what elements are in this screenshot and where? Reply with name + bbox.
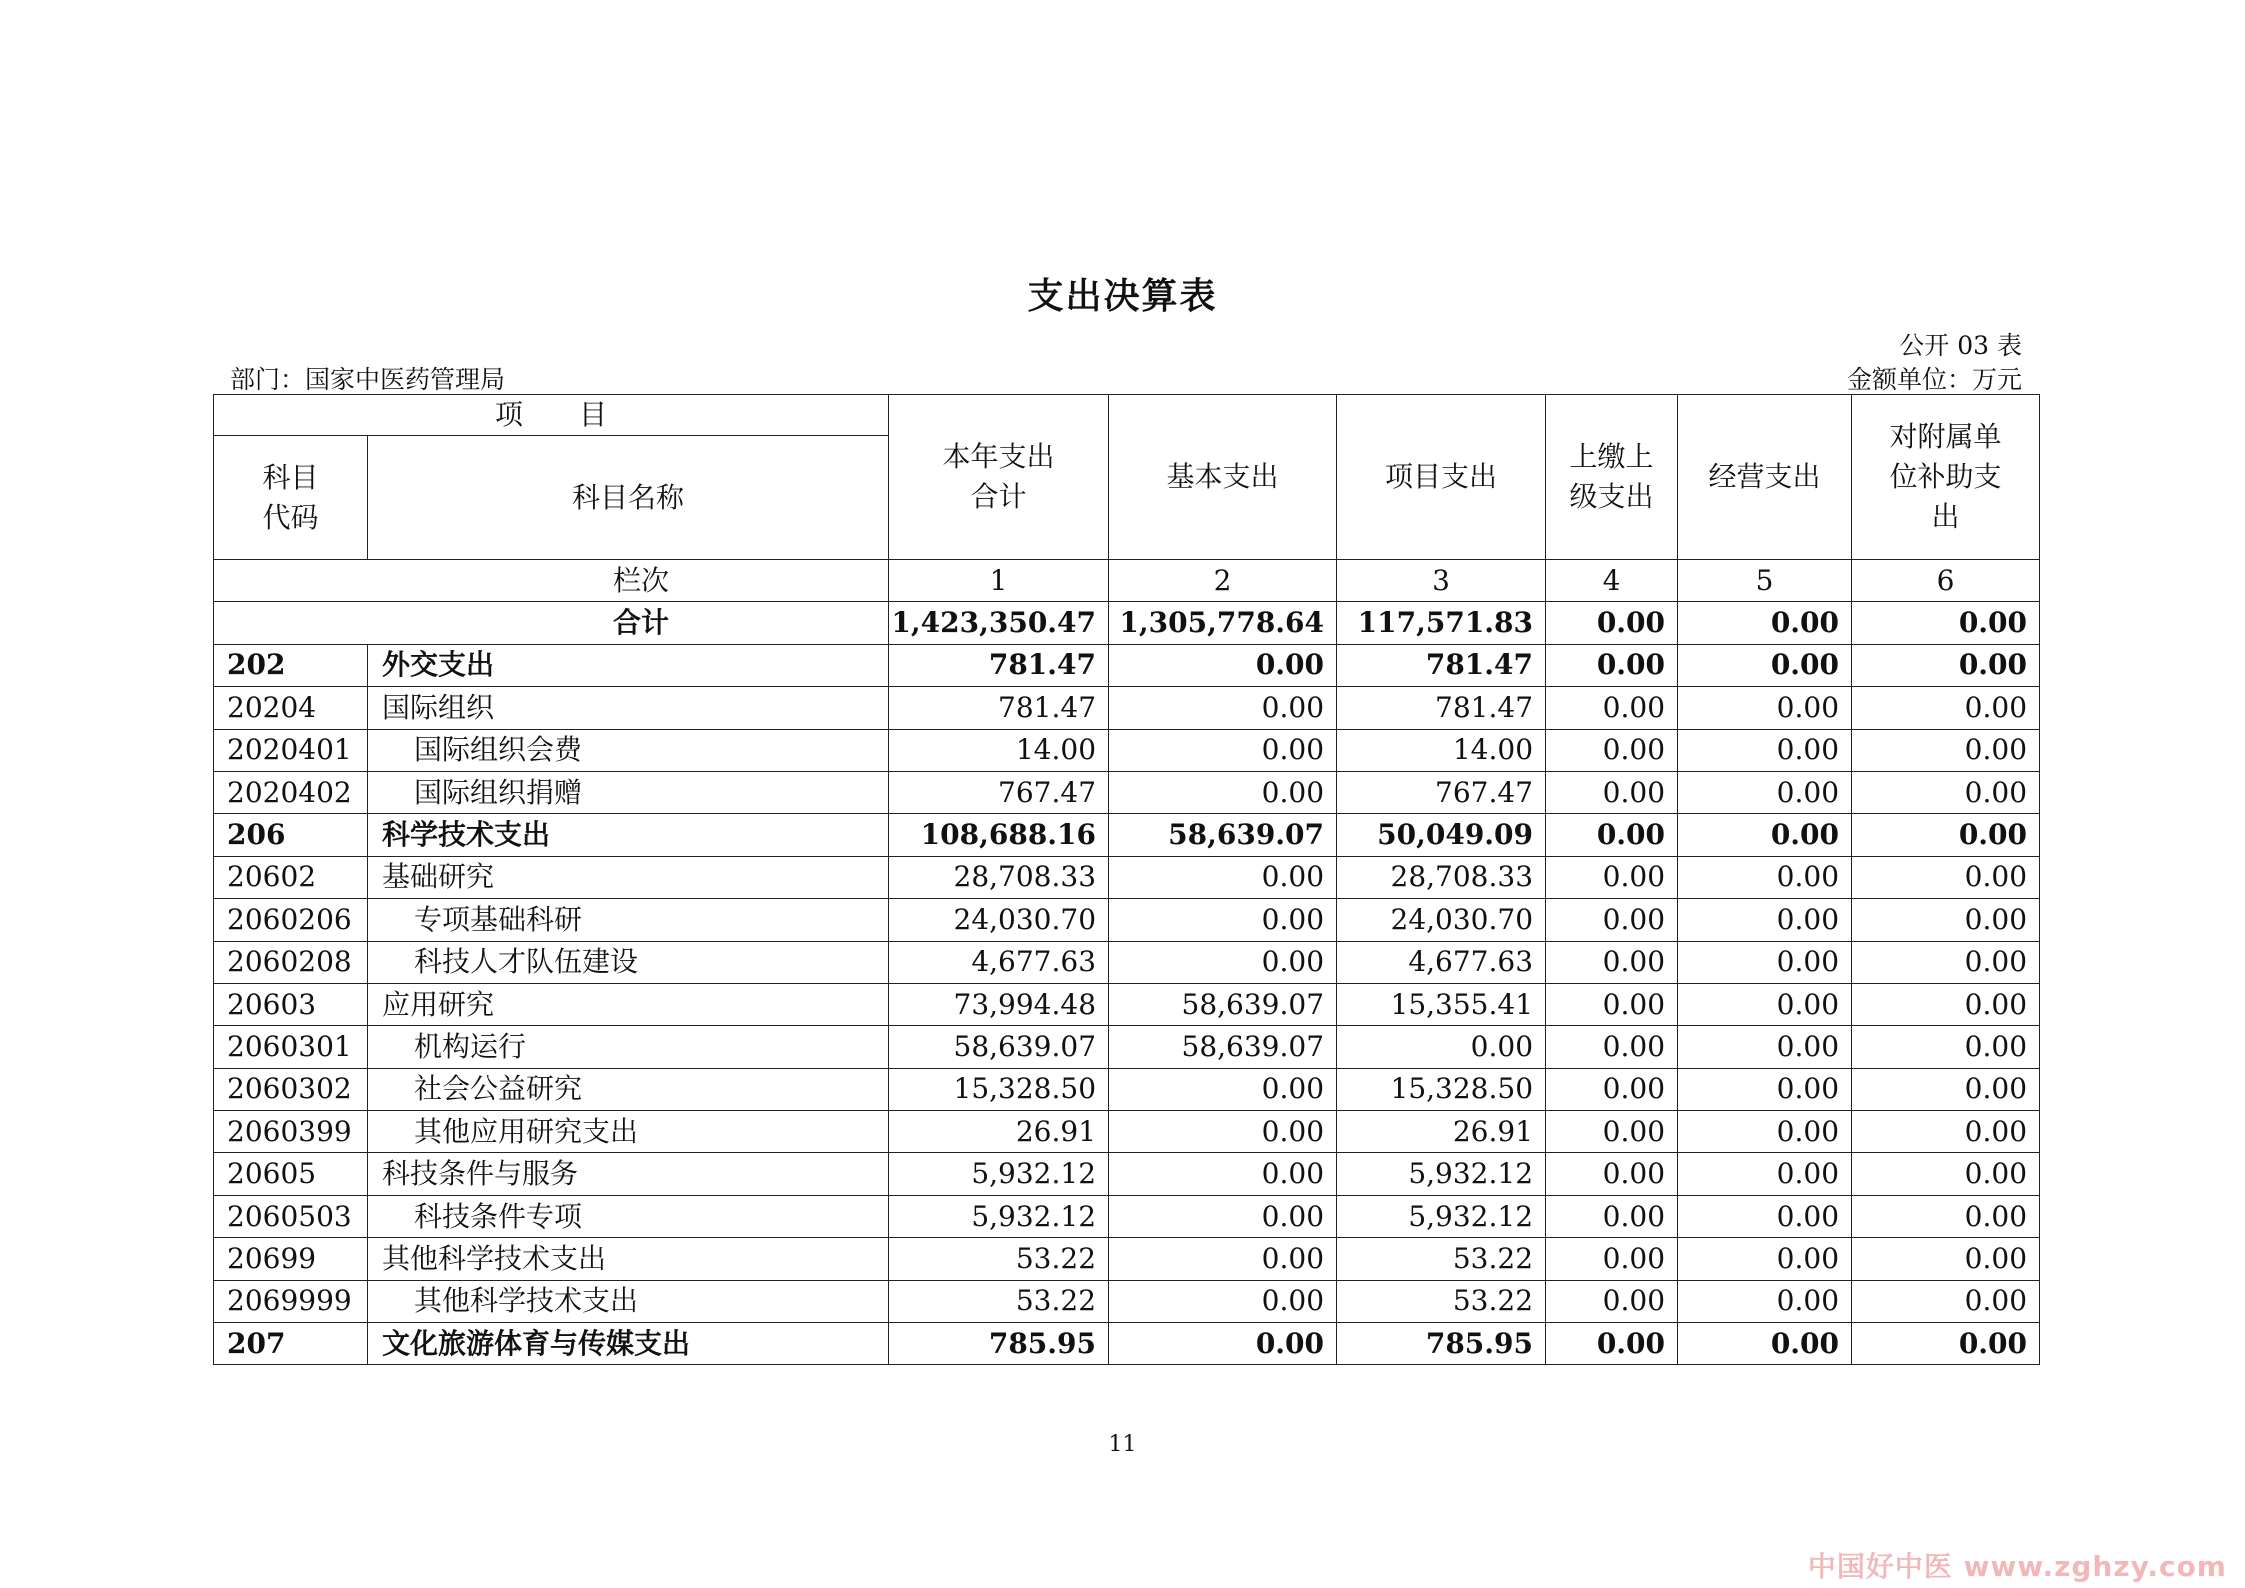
amount-cell: 5,932.12 xyxy=(889,1195,1109,1237)
table-row xyxy=(214,814,2040,856)
watermark-logo: 中国好中医 www.zghzy.com xyxy=(1807,1550,2227,1583)
amount-cell: 0.00 xyxy=(1546,687,1678,729)
header-project: 项 目 xyxy=(214,395,889,436)
subject-name: 应用研究 xyxy=(368,983,889,1025)
header-col1: 本年支出 合计 xyxy=(889,395,1109,560)
subject-name: 国际组织捐赠 xyxy=(368,771,889,813)
amount-cell: 0.00 xyxy=(1678,983,1852,1025)
amount-cell: 0.00 xyxy=(1546,1195,1678,1237)
amount-cell: 0.00 xyxy=(1678,856,1852,898)
subject-code: 20603 xyxy=(214,983,368,1025)
amount-cell: 24,030.70 xyxy=(889,899,1109,941)
subject-name: 科技条件专项 xyxy=(368,1195,889,1237)
table-row xyxy=(214,899,2040,941)
column-index-label: 栏次 xyxy=(214,560,889,602)
amount-cell: 15,328.50 xyxy=(889,1068,1109,1110)
amount-cell: 0.00 xyxy=(1678,1111,1852,1153)
header-col3: 项目支出 xyxy=(1337,395,1546,560)
amount-cell: 0.00 xyxy=(1852,941,2040,983)
amount-cell: 0.00 xyxy=(1852,983,2040,1025)
subject-code: 2060206 xyxy=(214,899,368,941)
amount-cell: 0.00 xyxy=(1852,899,2040,941)
amount-cell: 0.00 xyxy=(1109,1238,1337,1280)
amount-cell: 0.00 xyxy=(1678,729,1852,771)
amount-cell: 5,932.12 xyxy=(889,1153,1109,1195)
amount-cell: 0.00 xyxy=(1678,771,1852,813)
amount-cell: 0.00 xyxy=(1852,814,2040,856)
amount-cell: 0.00 xyxy=(1546,771,1678,813)
amount-cell: 0.00 xyxy=(1852,771,2040,813)
page-number: 11 xyxy=(1108,1432,1137,1457)
amount-cell: 0.00 xyxy=(1678,1068,1852,1110)
amount-cell: 0.00 xyxy=(1852,1026,2040,1068)
subject-name: 其他科学技术支出 xyxy=(368,1280,889,1322)
header-name: 科目名称 xyxy=(368,436,889,560)
amount-cell: 0.00 xyxy=(1109,687,1337,729)
table-row xyxy=(214,1111,2040,1153)
amount-cell: 0.00 xyxy=(1852,1195,2040,1237)
total-row xyxy=(214,602,2040,644)
subject-name: 机构运行 xyxy=(368,1026,889,1068)
column-number: 6 xyxy=(1852,560,2040,602)
amount-cell: 785.95 xyxy=(1337,1323,1546,1365)
amount-cell: 0.00 xyxy=(1678,1280,1852,1322)
subject-code: 2060503 xyxy=(214,1195,368,1237)
table-row xyxy=(214,1238,2040,1280)
header-col2: 基本支出 xyxy=(1109,395,1337,560)
amount-unit: 金额单位：万元 xyxy=(1846,365,2022,394)
expenditure-table xyxy=(213,394,2040,1365)
amount-cell: 24,030.70 xyxy=(1337,899,1546,941)
subject-name: 专项基础科研 xyxy=(368,899,889,941)
amount-cell: 28,708.33 xyxy=(1337,856,1546,898)
amount-cell: 58,639.07 xyxy=(1109,983,1337,1025)
amount-cell: 0.00 xyxy=(1852,729,2040,771)
subject-code: 20602 xyxy=(214,856,368,898)
amount-cell: 0.00 xyxy=(1546,899,1678,941)
amount-cell: 4,677.63 xyxy=(1337,941,1546,983)
form-number: 公开 03 表 xyxy=(1899,331,2022,360)
table-row xyxy=(214,1026,2040,1068)
table-row xyxy=(214,983,2040,1025)
subject-code: 2060301 xyxy=(214,1026,368,1068)
subject-code: 2020401 xyxy=(214,729,368,771)
amount-cell: 0.00 xyxy=(1109,899,1337,941)
table-row xyxy=(214,1153,2040,1195)
subject-name: 基础研究 xyxy=(368,856,889,898)
amount-cell: 0.00 xyxy=(1109,1280,1337,1322)
table-row xyxy=(214,1068,2040,1110)
subject-code: 20699 xyxy=(214,1238,368,1280)
table-row xyxy=(214,771,2040,813)
subject-name: 国际组织 xyxy=(368,687,889,729)
subject-code: 2069999 xyxy=(214,1280,368,1322)
amount-cell: 0.00 xyxy=(1546,856,1678,898)
table-row xyxy=(214,856,2040,898)
column-number: 5 xyxy=(1678,560,1852,602)
amount-cell: 73,994.48 xyxy=(889,983,1109,1025)
table-row xyxy=(214,1195,2040,1237)
subject-code: 202 xyxy=(214,644,368,686)
amount-cell: 0.00 xyxy=(1546,1323,1678,1365)
amount-cell: 785.95 xyxy=(889,1323,1109,1365)
amount-cell: 14.00 xyxy=(1337,729,1546,771)
amount-cell: 0.00 xyxy=(1546,1238,1678,1280)
amount-cell: 0.00 xyxy=(1678,899,1852,941)
amount-cell: 0.00 xyxy=(1546,1068,1678,1110)
amount-cell: 0.00 xyxy=(1546,644,1678,686)
amount-cell: 0.00 xyxy=(1109,1323,1337,1365)
column-number: 1 xyxy=(889,560,1109,602)
amount-cell: 0.00 xyxy=(1546,983,1678,1025)
subject-name: 国际组织会费 xyxy=(368,729,889,771)
amount-cell: 0.00 xyxy=(1546,1280,1678,1322)
amount-cell: 0.00 xyxy=(1109,941,1337,983)
amount-cell: 0.00 xyxy=(1678,1195,1852,1237)
subject-name: 科技条件与服务 xyxy=(368,1153,889,1195)
subject-code: 2060302 xyxy=(214,1068,368,1110)
amount-cell: 0.00 xyxy=(1678,814,1852,856)
amount-cell: 53.22 xyxy=(889,1280,1109,1322)
amount-cell: 0.00 xyxy=(1109,1153,1337,1195)
subject-code: 20204 xyxy=(214,687,368,729)
amount-cell: 0.00 xyxy=(1546,814,1678,856)
subject-name: 文化旅游体育与传媒支出 xyxy=(368,1323,889,1365)
amount-cell: 0.00 xyxy=(1109,856,1337,898)
table-row xyxy=(214,1280,2040,1322)
amount-cell: 0.00 xyxy=(1109,1195,1337,1237)
amount-cell: 0.00 xyxy=(1852,856,2040,898)
subject-name: 科学技术支出 xyxy=(368,814,889,856)
amount-cell: 781.47 xyxy=(889,644,1109,686)
column-number: 3 xyxy=(1337,560,1546,602)
amount-cell: 781.47 xyxy=(889,687,1109,729)
amount-cell: 0.00 xyxy=(1109,729,1337,771)
subject-code: 20605 xyxy=(214,1153,368,1195)
table-row xyxy=(214,687,2040,729)
subject-code: 206 xyxy=(214,814,368,856)
amount-cell: 15,355.41 xyxy=(1337,983,1546,1025)
amount-cell: 0.00 xyxy=(1678,644,1852,686)
amount-cell: 0.00 xyxy=(1546,729,1678,771)
department-label: 部门：国家中医药管理局 xyxy=(230,365,506,394)
subject-code: 207 xyxy=(214,1323,368,1365)
amount-cell: 767.47 xyxy=(889,771,1109,813)
table-row xyxy=(214,729,2040,771)
table-row xyxy=(214,1323,2040,1365)
amount-cell: 0.00 xyxy=(1852,1323,2040,1365)
amount-cell: 5,932.12 xyxy=(1337,1153,1546,1195)
amount-cell: 53.22 xyxy=(889,1238,1109,1280)
total-value: 1,305,778.64 xyxy=(1109,602,1337,644)
amount-cell: 0.00 xyxy=(1852,1153,2040,1195)
subject-code: 2060208 xyxy=(214,941,368,983)
amount-cell: 58,639.07 xyxy=(889,1026,1109,1068)
total-value: 117,571.83 xyxy=(1337,602,1546,644)
page-title: 支出决算表 xyxy=(1027,275,1218,317)
amount-cell: 0.00 xyxy=(1546,941,1678,983)
amount-cell: 26.91 xyxy=(1337,1111,1546,1153)
subject-name: 社会公益研究 xyxy=(368,1068,889,1110)
amount-cell: 0.00 xyxy=(1337,1026,1546,1068)
amount-cell: 15,328.50 xyxy=(1337,1068,1546,1110)
amount-cell: 28,708.33 xyxy=(889,856,1109,898)
amount-cell: 26.91 xyxy=(889,1111,1109,1153)
column-number: 2 xyxy=(1109,560,1337,602)
amount-cell: 5,932.12 xyxy=(1337,1195,1546,1237)
subject-code: 2060399 xyxy=(214,1111,368,1153)
total-value: 0.00 xyxy=(1546,602,1678,644)
amount-cell: 0.00 xyxy=(1852,1111,2040,1153)
amount-cell: 0.00 xyxy=(1546,1153,1678,1195)
amount-cell: 767.47 xyxy=(1337,771,1546,813)
header-col6: 对附属单 位补助支 出 xyxy=(1852,395,2040,560)
header-col5: 经营支出 xyxy=(1678,395,1852,560)
amount-cell: 0.00 xyxy=(1678,1323,1852,1365)
header-col4: 上缴上 级支出 xyxy=(1546,395,1678,560)
amount-cell: 0.00 xyxy=(1852,1280,2040,1322)
amount-cell: 0.00 xyxy=(1852,644,2040,686)
amount-cell: 0.00 xyxy=(1852,1238,2040,1280)
amount-cell: 0.00 xyxy=(1546,1026,1678,1068)
column-number: 4 xyxy=(1546,560,1678,602)
amount-cell: 108,688.16 xyxy=(889,814,1109,856)
amount-cell: 0.00 xyxy=(1109,771,1337,813)
subject-name: 其他应用研究支出 xyxy=(368,1111,889,1153)
amount-cell: 0.00 xyxy=(1678,687,1852,729)
amount-cell: 0.00 xyxy=(1109,1068,1337,1110)
table-row xyxy=(214,941,2040,983)
amount-cell: 0.00 xyxy=(1546,1111,1678,1153)
amount-cell: 0.00 xyxy=(1678,1153,1852,1195)
amount-cell: 0.00 xyxy=(1109,644,1337,686)
subject-name: 外交支出 xyxy=(368,644,889,686)
total-value: 1,423,350.47 xyxy=(889,602,1109,644)
amount-cell: 50,049.09 xyxy=(1337,814,1546,856)
subject-name: 科技人才队伍建设 xyxy=(368,941,889,983)
total-value: 0.00 xyxy=(1678,602,1852,644)
total-value: 0.00 xyxy=(1852,602,2040,644)
column-index-row xyxy=(214,560,2040,602)
amount-cell: 0.00 xyxy=(1852,687,2040,729)
total-label: 合计 xyxy=(214,602,889,644)
amount-cell: 781.47 xyxy=(1337,687,1546,729)
amount-cell: 0.00 xyxy=(1678,1238,1852,1280)
subject-code: 2020402 xyxy=(214,771,368,813)
amount-cell: 0.00 xyxy=(1678,941,1852,983)
header-code: 科目 代码 xyxy=(214,436,368,560)
amount-cell: 781.47 xyxy=(1337,644,1546,686)
amount-cell: 53.22 xyxy=(1337,1280,1546,1322)
subject-name: 其他科学技术支出 xyxy=(368,1238,889,1280)
amount-cell: 0.00 xyxy=(1852,1068,2040,1110)
table-row xyxy=(214,644,2040,686)
amount-cell: 14.00 xyxy=(889,729,1109,771)
amount-cell: 4,677.63 xyxy=(889,941,1109,983)
amount-cell: 0.00 xyxy=(1109,1111,1337,1153)
amount-cell: 58,639.07 xyxy=(1109,1026,1337,1068)
amount-cell: 0.00 xyxy=(1678,1026,1852,1068)
amount-cell: 58,639.07 xyxy=(1109,814,1337,856)
amount-cell: 53.22 xyxy=(1337,1238,1546,1280)
